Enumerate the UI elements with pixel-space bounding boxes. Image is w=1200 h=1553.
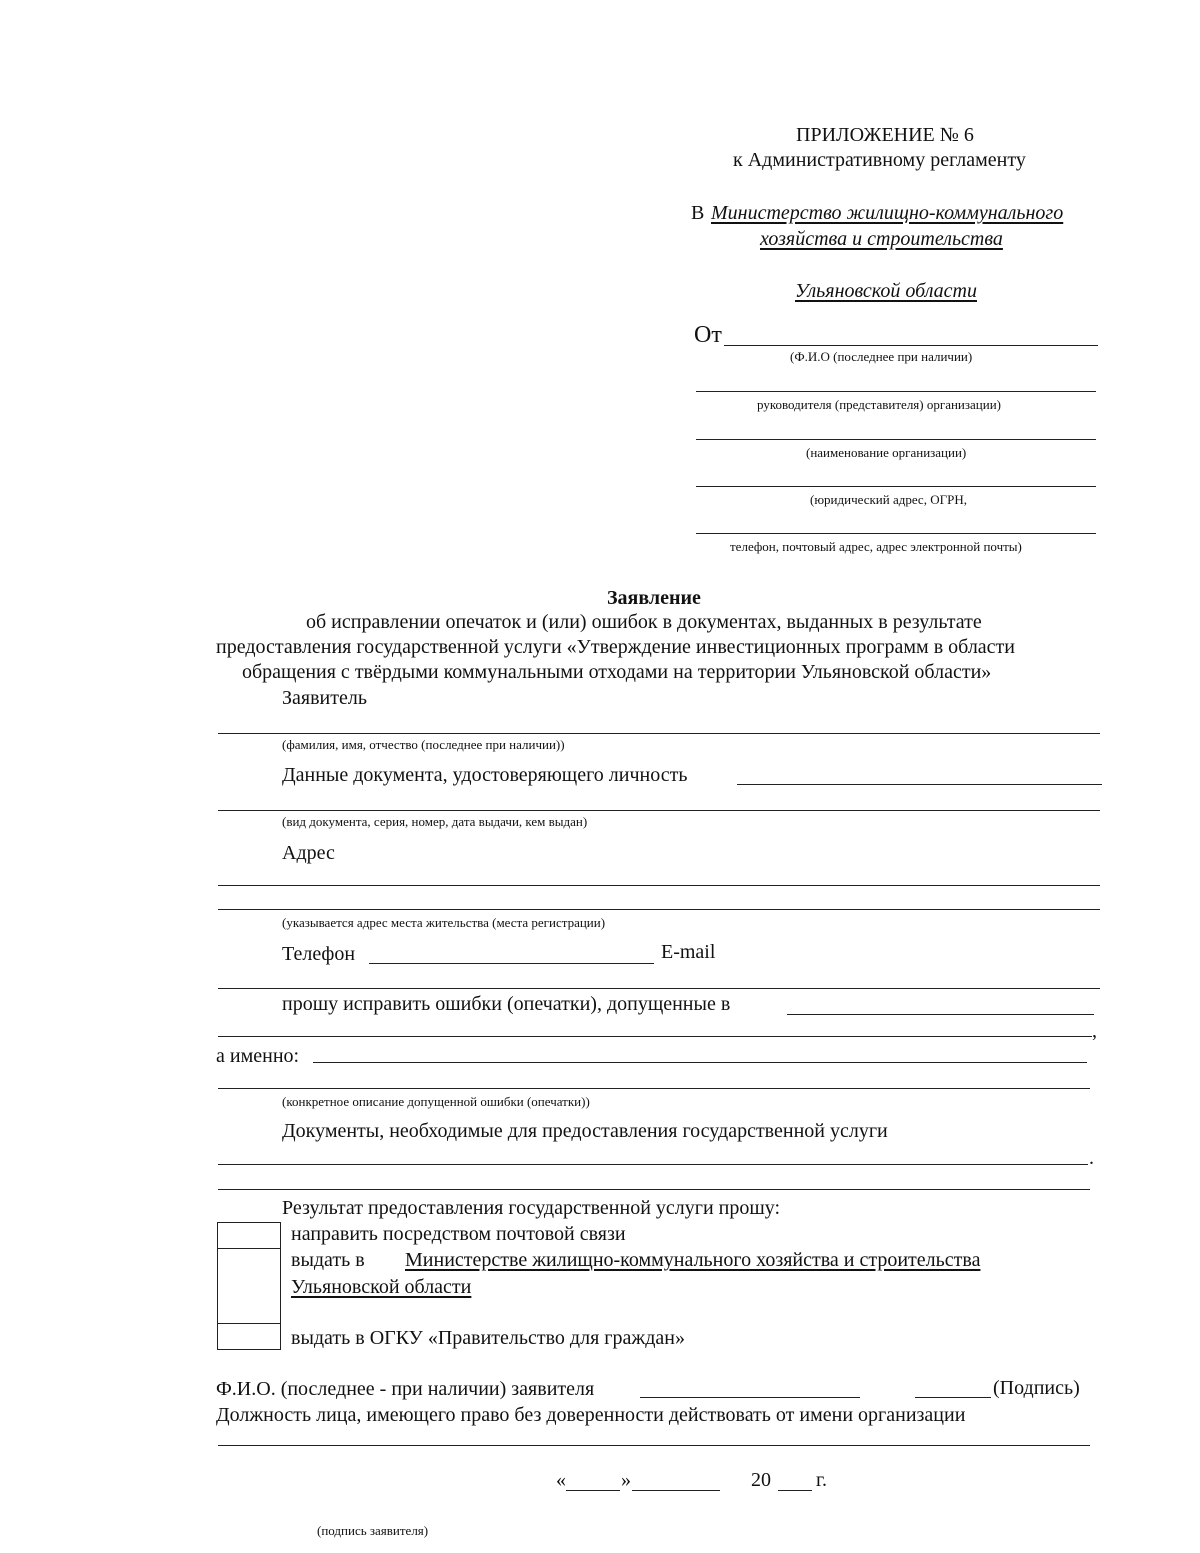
sender-prefix: От bbox=[694, 322, 722, 348]
id-doc-label: Данные документа, удостоверяющего личность bbox=[282, 764, 688, 786]
option-ogku-label: выдать в ОГКУ «Правительство для граждан» bbox=[291, 1327, 685, 1349]
date-open-quote: « bbox=[556, 1469, 566, 1491]
appendix-subtitle: к Административному регламенту bbox=[733, 149, 1026, 171]
sender-fio-line[interactable] bbox=[724, 345, 1098, 346]
sender-legal-hint: (юридический адрес, ОГРН, bbox=[810, 492, 967, 507]
applicant-line[interactable] bbox=[218, 733, 1100, 734]
date-year-line[interactable] bbox=[778, 1490, 812, 1491]
sender-fio-hint: (Ф.И.О (последнее при наличии) bbox=[790, 349, 973, 364]
fio-line[interactable] bbox=[640, 1397, 860, 1398]
statement-title: Заявление bbox=[607, 587, 701, 609]
namely-line-2[interactable] bbox=[218, 1088, 1090, 1089]
option-mail-label: направить посредством почтовой связи bbox=[291, 1223, 626, 1245]
email-line[interactable] bbox=[218, 988, 1100, 989]
option-ministry-name-1: Министерстве жилищно-коммунального хозяйства и строительства bbox=[405, 1249, 981, 1271]
checkbox-mail[interactable] bbox=[217, 1222, 281, 1249]
applicant-label: Заявитель bbox=[282, 687, 367, 709]
address-line-1[interactable] bbox=[218, 885, 1100, 886]
namely-label: а именно: bbox=[216, 1045, 300, 1067]
option-ministry-name-2: Ульяновской области bbox=[291, 1276, 472, 1298]
result-heading: Результат предоставления государственной услуги прошу: bbox=[282, 1197, 781, 1219]
fix-request-line-2[interactable] bbox=[218, 1036, 1092, 1037]
id-doc-line-1[interactable] bbox=[737, 784, 1102, 785]
address-label: Адрес bbox=[282, 842, 335, 864]
appendix-title: ПРИЛОЖЕНИЕ № 6 bbox=[796, 124, 974, 146]
sender-head-line[interactable] bbox=[696, 391, 1096, 392]
sender-org-line[interactable] bbox=[696, 439, 1096, 440]
fix-request-line-1[interactable] bbox=[787, 1014, 1094, 1015]
checkbox-ministry[interactable] bbox=[217, 1248, 281, 1324]
date-year-prefix: 20 bbox=[751, 1469, 771, 1491]
option-ministry-prefix: выдать в bbox=[291, 1249, 365, 1271]
applicant-hint: (фамилия, имя, отчество (последнее при наличии)) bbox=[282, 737, 565, 752]
statement-line-2: предоставления государственной услуги «Утверждение инвестиционных программ в области bbox=[216, 636, 1016, 658]
namely-line-1[interactable] bbox=[313, 1062, 1087, 1063]
id-doc-line-2[interactable] bbox=[218, 810, 1100, 811]
statement-line-3: обращения с твёрдыми коммунальными отходами на территории Ульяновской области» bbox=[242, 661, 992, 683]
signature-label: (Подпись) bbox=[993, 1377, 1080, 1399]
sender-legal-line[interactable] bbox=[696, 486, 1096, 487]
fix-request-comma: , bbox=[1092, 1020, 1097, 1042]
position-line[interactable] bbox=[218, 1445, 1090, 1446]
date-close-quote: » bbox=[621, 1469, 631, 1491]
sender-contacts-line[interactable] bbox=[696, 533, 1096, 534]
addressee-line-1: Министерство жилищно-коммунального bbox=[711, 202, 1064, 224]
date-month-line[interactable] bbox=[632, 1490, 720, 1491]
position-label: Должность лица, имеющего право без доверенности действовать от имени организации bbox=[216, 1404, 966, 1426]
date-day-line[interactable] bbox=[566, 1490, 620, 1491]
fio-label: Ф.И.О. (последнее - при наличии) заявителя bbox=[216, 1378, 595, 1400]
phone-line[interactable] bbox=[369, 963, 654, 964]
addressee-prefix: В bbox=[691, 202, 705, 224]
applicant-signature-hint: (подпись заявителя) bbox=[317, 1523, 429, 1538]
signature-line[interactable] bbox=[915, 1397, 991, 1398]
documents-period: . bbox=[1089, 1147, 1094, 1169]
date-year-suffix: г. bbox=[816, 1469, 827, 1491]
addressee-line-3: Ульяновской области bbox=[795, 280, 977, 302]
sender-org-hint: (наименование организации) bbox=[806, 445, 967, 460]
namely-hint: (конкретное описание допущенной ошибки (опечатки)) bbox=[282, 1094, 590, 1109]
sender-contacts-hint: телефон, почтовый адрес, адрес электронной почты) bbox=[730, 539, 1022, 554]
addressee-line-2: хозяйства и строительства bbox=[760, 228, 1003, 250]
statement-line-1: об исправлении опечаток и (или) ошибок в документах, выданных в результате bbox=[306, 611, 982, 633]
phone-label: Телефон bbox=[282, 943, 356, 965]
email-label: E-mail bbox=[661, 941, 716, 963]
id-doc-hint: (вид документа, серия, номер, дата выдачи, кем выдан) bbox=[282, 814, 588, 829]
documents-label: Документы, необходимые для предоставления государственной услуги bbox=[282, 1120, 888, 1142]
address-line-2[interactable] bbox=[218, 909, 1100, 910]
sender-head-hint: руководителя (представителя) организации) bbox=[757, 397, 1001, 412]
checkbox-ogku[interactable] bbox=[217, 1323, 281, 1350]
documents-line-1[interactable] bbox=[218, 1164, 1088, 1165]
documents-line-2[interactable] bbox=[218, 1189, 1090, 1190]
address-hint: (указывается адрес места жительства (места регистрации) bbox=[282, 915, 606, 930]
fix-request-label: прошу исправить ошибки (опечатки), допущенные в bbox=[282, 993, 731, 1015]
